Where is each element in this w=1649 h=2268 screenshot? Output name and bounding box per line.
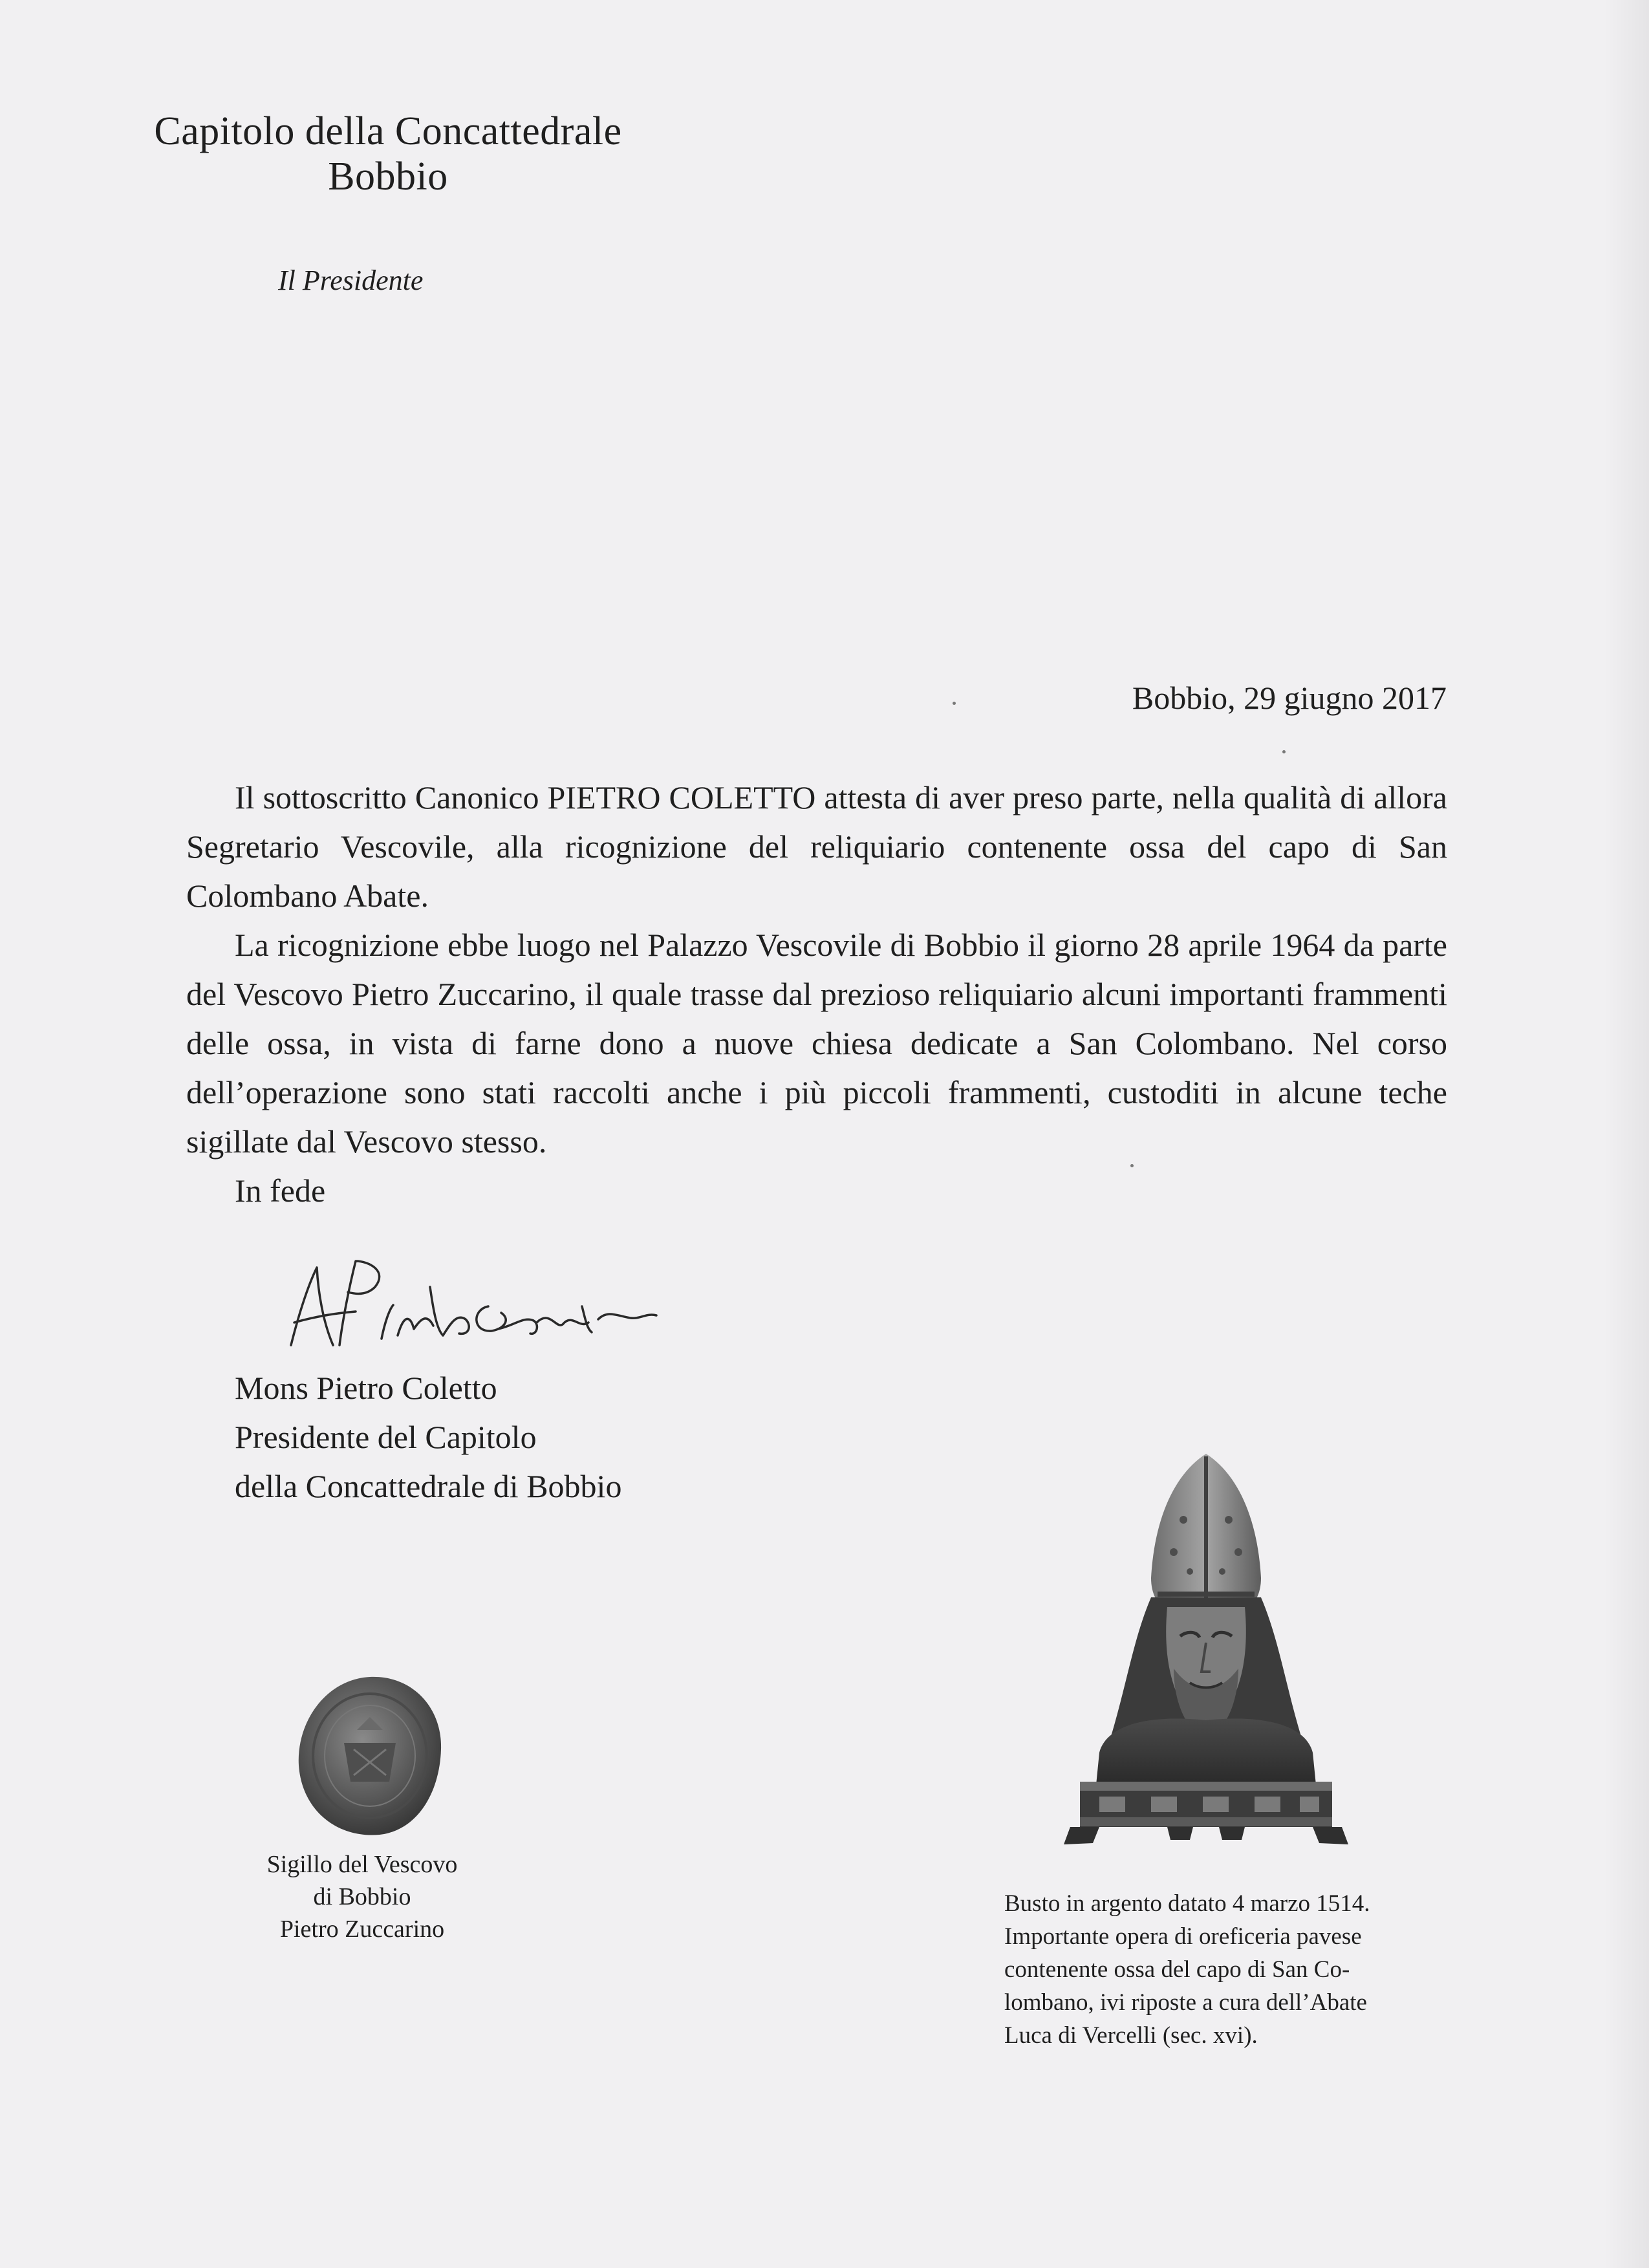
org-city: Bobbio <box>328 155 448 199</box>
scan-speck <box>1282 750 1286 753</box>
page-edge-shadow <box>1604 0 1649 2268</box>
reliquary-bust-image <box>1061 1449 1352 1863</box>
body-paragraph-1: Il sottoscritto Canonico PIETRO COLETTO attesta di aver preso parte, nella qualità di allora Segretario Vescovile, alla ricognizione del reliquiario contenente ossa del capo di San Colombano Abate. <box>186 779 1447 914</box>
bust-caption-line-1: Busto in argento datato 4 marzo 1514. <box>1004 1890 1370 1917</box>
signer-name: Mons Pietro Coletto <box>235 1370 497 1406</box>
bust-caption-line-2: Importante opera di oreficeria pavese <box>1004 1923 1362 1950</box>
bust-caption-line-3: contenente ossa del capo di San Co- <box>1004 1956 1350 1983</box>
letterhead-role: Il Presidente <box>278 265 424 296</box>
letter-body <box>186 773 1447 1166</box>
bust-caption-line-5: Luca di Vercelli (sec. xvi). <box>1004 2022 1258 2049</box>
body-paragraph-2: La ricognizione ebbe luogo nel Palazzo Vescovile di Bobbio il giorno 28 aprile 1964 da parte del Vescovo Pietro Zuccarino, il quale trasse dal prezioso reliquiario alcuni importanti frammenti delle ossa, in vista di farne dono a nuove chiesa dedicate a San Colombano. Nel corso dell’operazione sono stati raccolti anche i più piccoli frammenti, custoditi in alcune teche sigillate dal Vescovo stesso. <box>186 927 1447 1160</box>
org-name: Capitolo della Concattedrale <box>154 109 622 153</box>
wax-seal <box>292 1672 447 1840</box>
signer-title: Presidente del Capitolo <box>235 1419 537 1455</box>
signer-block <box>235 1363 621 1511</box>
bust-caption <box>1004 1887 1457 2052</box>
seal-caption-line-3: Pietro Zuccarino <box>279 1916 445 1943</box>
scan-speck <box>953 702 956 705</box>
letterhead <box>97 109 679 199</box>
seal-caption <box>233 1848 491 1945</box>
scan-speck <box>1130 1164 1134 1167</box>
seal-caption-line-2: di Bobbio <box>313 1883 411 1910</box>
closing-formula: In fede <box>235 1172 326 1209</box>
handwritten-signature <box>278 1248 666 1358</box>
signer-institution: della Concattedrale di Bobbio <box>235 1468 622 1504</box>
bust-caption-line-4: lombano, ivi riposte a cura dell’Abate <box>1004 1989 1367 2016</box>
seal-caption-line-1: Sigillo del Vescovo <box>266 1851 458 1878</box>
letter-date: Bobbio, 29 giugno 2017 <box>1132 680 1447 716</box>
